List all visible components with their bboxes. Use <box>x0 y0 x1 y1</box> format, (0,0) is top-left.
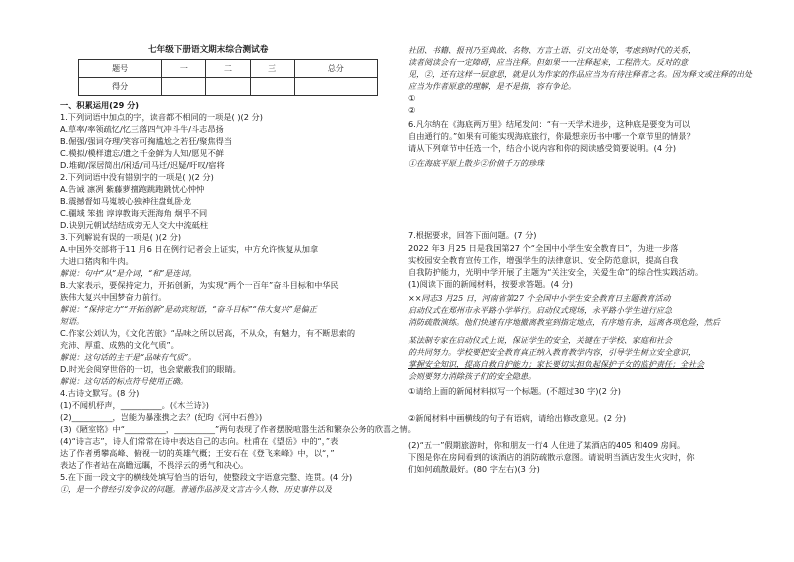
option-line: C.作家公刘认为，《文化苦旅》“品味之所以居高，不从众，有魅力，有不断思索的 <box>60 328 356 338</box>
score-table-score-row <box>79 78 378 96</box>
question-line: 1.下列词语中加点的字，读音都不相同的一项是( )(2 分) <box>60 112 263 122</box>
question-line: 2.下列词语中没有错别字的一项是( )(2 分) <box>60 172 214 182</box>
news-line: 消防疏散演练。他们快速有序地撤离教室到指定地点，有序地有条，远离各项危险，然后 <box>408 318 720 327</box>
explanation-line: 解说：“保持定力”“开拓创新”是动宾短语，“奋斗目标”“伟大复兴”是偏正 <box>60 305 317 314</box>
score-cell: 一 <box>162 60 206 78</box>
option-line: 族伟大复兴中国梦奋力前行。 <box>60 292 167 302</box>
question-line: 6.凡尔纳在《海底两万里》结尾发问：“有一天学术进步，这种底是要变为可以 <box>408 119 691 129</box>
news-line: ××同志3 月25 日，河南省第27 个全国中小学生安全教育日主题教育活动 <box>408 294 671 303</box>
explanation-line: 解说：这句话的主干是“品味有气质”。 <box>60 353 197 362</box>
news-line-underlined: 掌握安全知识，提高自救自护能力；家长要切实担负起保护子女的监护责任；全社会 <box>408 360 704 369</box>
question-line: 7.根据要求，回答下面问题。(7 分) <box>408 230 537 240</box>
news-line: 某法制专家在启动仪式上说，保证学生的安全，关键在于学校、家庭和社会 <box>408 336 672 345</box>
question-line: 达了作者勇攀高峰、俯视一切的英雄气概；王安石在《登飞来峰》中，以“，” <box>60 448 335 458</box>
page-title: 七年级下册语文期末综合测试卷 <box>148 45 269 55</box>
passage-line: 社团、书籍、报刊乃至典故、名物、方言土语、引文出处等，考虑到时代的关系， <box>408 46 696 55</box>
option-line: C.模拟/模样遗忘/遗之千金鲜为人知/愿见不鲜 <box>60 148 224 158</box>
score-cell: 得分 <box>79 78 162 96</box>
explanation-line: 短语。 <box>60 317 84 326</box>
passage-line: ①，是一个曾经引发争议的问题。普通作品涉及文言古今人物、历史事件以及 <box>60 485 332 494</box>
question-line: (4)“诗言志”，诗人们常常在诗中表达自己的志向。杜甫在《望岳》中的“，”表 <box>60 436 339 446</box>
question-line: 自由通行的。”如果有可能实现海底旅行，你最想亲历书中哪一个章节里的情景？ <box>408 131 695 141</box>
score-table <box>78 59 378 96</box>
option-line: D.时光会阅穿世俗的一切，也会蒙蔽我们的眼睛。 <box>60 364 241 374</box>
score-cell: 二 <box>206 60 250 78</box>
option-line: 充沛、厚重、成熟的文化气质”。 <box>60 340 179 350</box>
question-line: 下图是你在房间看到的该酒店的消防疏散示意图。请说明当酒店发生火灾时，你 <box>408 452 695 462</box>
news-line: 启动仪式在郑州市永平路小学举行。启动仪式现场，永平路小学生进行应急 <box>408 306 672 315</box>
question-line: ②新闻材料中画横线的句子有语病，请给出修改意见。(2 分) <box>408 413 627 423</box>
question-line: 们如何疏散最好。(80 字左右)(3 分) <box>408 464 540 474</box>
question-line: 5.在下面一段文字的横线处填写恰当的语句，使整段文字语意完整、连贯。(4 分) <box>60 472 353 482</box>
explanation-line: 解说：这句话的标点符号使用正确。 <box>60 377 188 386</box>
question-line: (3)《陋室铭》中“__________，__________”两句表现了作者摆脱喧嚣生活和繁杂公务的欣喜之情。 <box>60 424 416 434</box>
option-line: A.草率/率领疏忆/忆三落四气冲斗牛/斗志昂扬 <box>60 124 224 134</box>
option-line: 大进口猪肉和牛肉。 <box>60 256 134 266</box>
option-line: A.中国外交部将于11 月6 日在例行记者会上证实，中方允许恢复从加拿 <box>60 244 319 254</box>
chapter-options: ①在海底平原上散步②价值千万的珍珠 <box>408 159 544 168</box>
option-line: D.堆砌/深居简出/闲适/司马迁/迟疑/吁叹/宿将 <box>60 160 225 170</box>
question-line: 实校园安全教育宣传工作，增强学生的法律意识、安全防范意识，提高自我 <box>408 255 679 265</box>
score-table-header-row <box>79 60 378 78</box>
question-line: 自我防护能力，光明中学开展了主题为“关注安全，关爱生命”的综合性实践活动。 <box>408 267 704 277</box>
question-line: 表达了作者站在高瞻远瞩，不畏浮云的勇气和决心。 <box>60 460 249 470</box>
answer-blank-2: ② <box>408 105 416 115</box>
score-blank <box>250 78 294 96</box>
question-line: (2)“五一”假期旅游时，你和朋友一行4 人住进了某酒店的405 和409 房间。 <box>408 440 686 450</box>
score-blank <box>294 78 377 96</box>
question-line: ①请给上面的新闻材料拟写一个标题。(不超过30 字)(2 分) <box>408 386 621 396</box>
passage-line: 读者阅读会有一定障碍，应当注释。但如果一一注释起来，工程浩大。反对的意 <box>408 58 688 67</box>
passage-line: 应当为作者原意的理解，是不是指，容有争论。 <box>408 82 576 91</box>
passage-line: 见，②，还有这样一层意思，就是认为作家的作品应当为有待注释者之名。因为释文或注释的出处 <box>408 70 752 79</box>
score-cell: 题号 <box>79 60 162 78</box>
question-line: (2)__________，岂能为暴涨携之去？(纪昀《河中石兽》) <box>60 412 263 422</box>
news-line: 会则要努力消除孩子们的安全隐患。 <box>408 372 536 381</box>
answer-blank-1: ① <box>408 93 416 103</box>
option-line: C.疆域 笨拙 谆谆教诲天涯海角 炯乎不同 <box>60 208 208 218</box>
option-line: D.诀别元朝试结结成旁无人交大中流砥柱 <box>60 220 209 230</box>
score-cell: 三 <box>250 60 294 78</box>
question-line: 3.下列解说有误的一项是( )(2 分) <box>60 232 182 242</box>
option-line: B.大家表示，要保持定力，开拓创新，为实现“两个一百年”奋斗目标和中华民 <box>60 280 339 290</box>
score-cell: 总分 <box>294 60 377 78</box>
news-line: 的共同努力。学校要把安全教育真正纳入教育教学内容，引导学生树立安全意识， <box>408 348 696 357</box>
question-line: (1)阅读下面的新闻材料，按要求答题。(4 分) <box>408 279 573 289</box>
question-line: 请从下列章节中任选一个，结合小说内容和你的阅读感受简要说明。(4 分) <box>408 143 677 153</box>
question-line: 4.古诗文默写。(8 分) <box>60 388 140 398</box>
question-line: (1)不闻机杼声，__________。(《木兰诗》) <box>60 400 209 410</box>
section-heading: 一、积累运用(29 分) <box>60 100 140 110</box>
option-line: B.倔强/强词夺理/笑容可掬尴尬之若狂/聚焦得当 <box>60 136 233 146</box>
option-line: A.告诫 凛冽 紫藤萝擅跑跳跑跳忧心忡忡 <box>60 184 205 194</box>
score-blank <box>206 78 250 96</box>
option-line: B.震撼督如马嵬坡心独神往盘虬卧龙 <box>60 196 192 206</box>
score-blank <box>162 78 206 96</box>
question-line: 2022 年3 月25 日是我国第27 个“全国中小学生安全教育日”，为进一步落 <box>408 243 679 253</box>
explanation-line: 解说：句中“从”是介词，“和”是连词。 <box>60 269 197 278</box>
